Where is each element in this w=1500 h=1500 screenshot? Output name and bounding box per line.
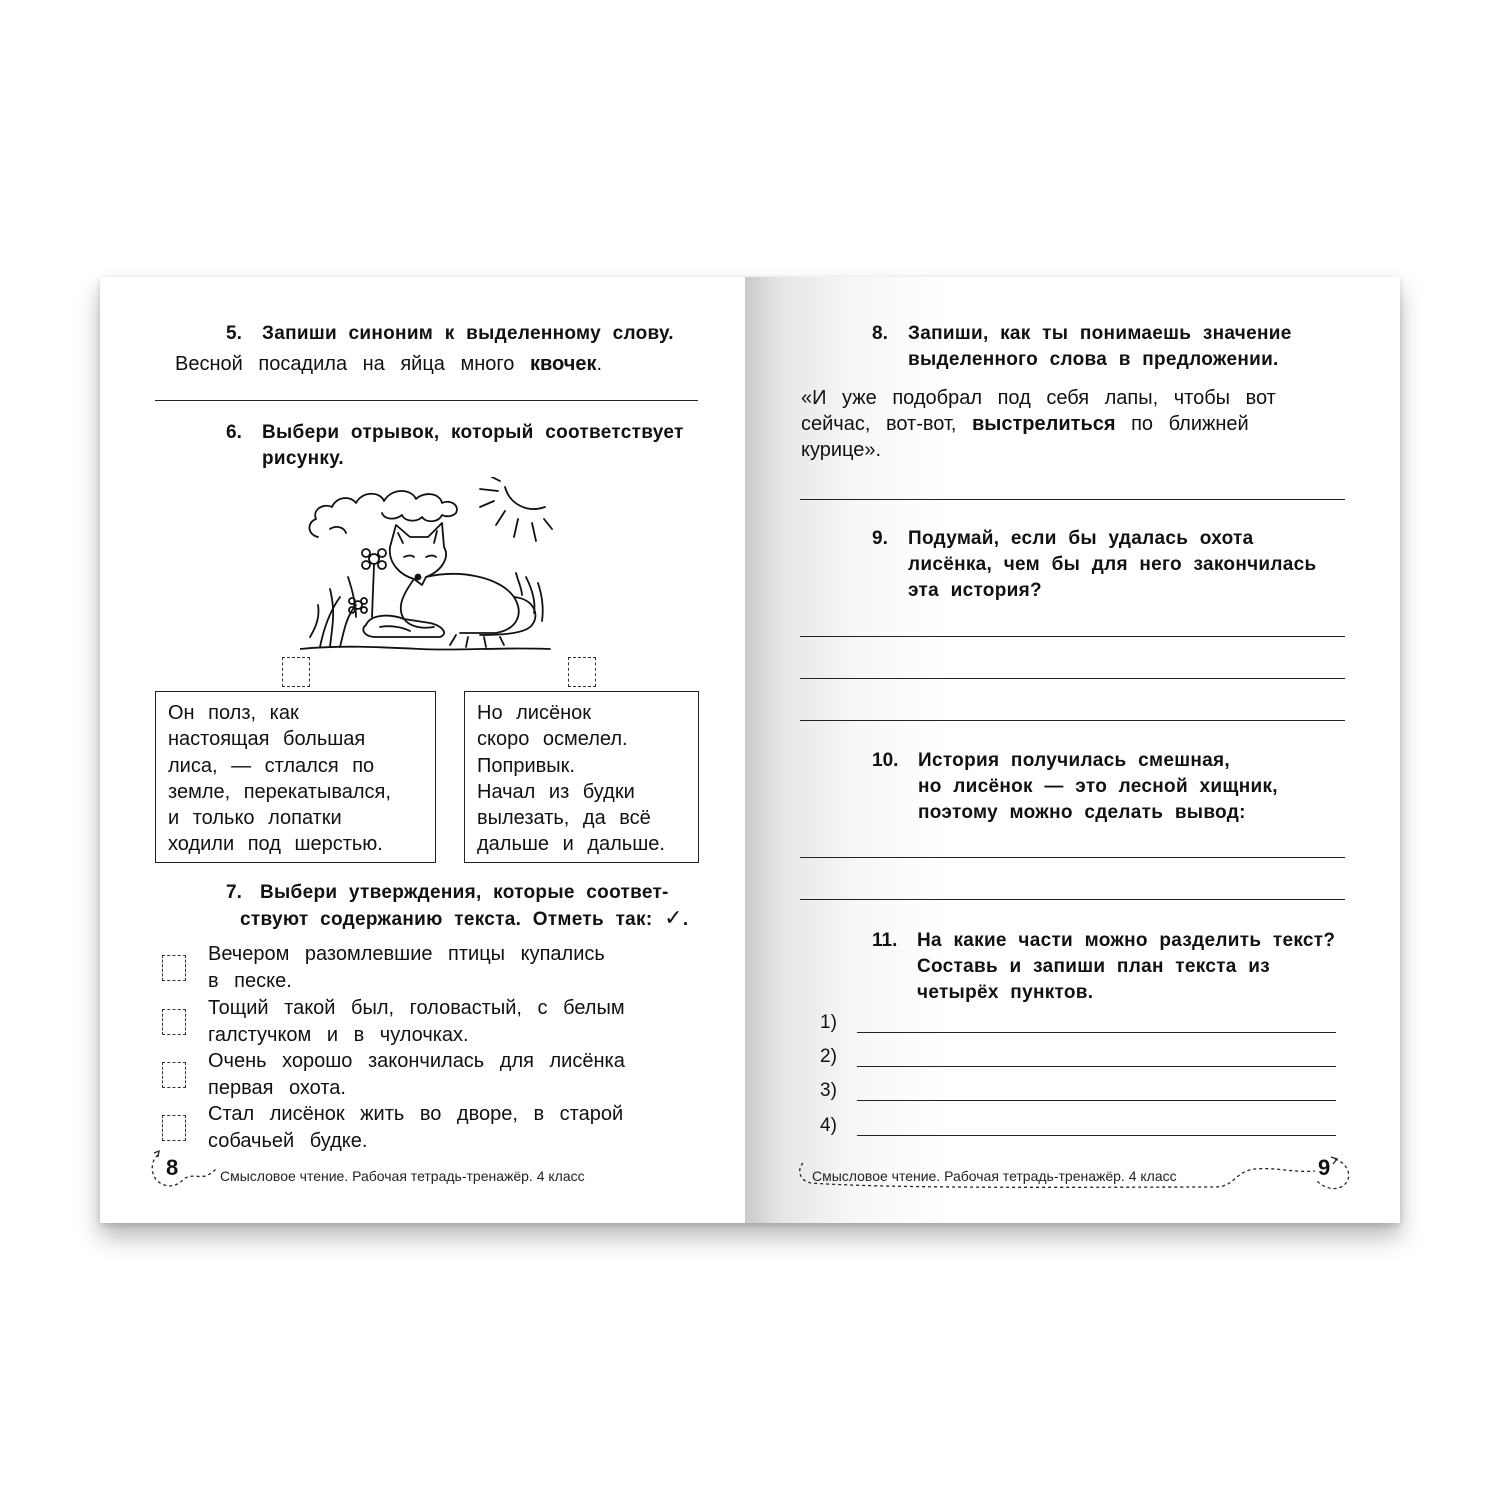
option-a-line: лиса, — стлался по xyxy=(168,754,375,777)
fox-illustration xyxy=(300,477,555,652)
task-9-instruction-line1: Подумай, если бы удалась охота xyxy=(908,528,1254,549)
left-page-number: 8 xyxy=(166,1155,179,1180)
option-b-line: Начал из будки xyxy=(477,780,635,803)
task-8-instruction-line2: выделенного слова в предложении. xyxy=(908,349,1279,370)
task-7-instruction-text: ствуют содержанию текста. Отметь так: xyxy=(240,909,653,930)
option-a-checkbox[interactable] xyxy=(282,657,310,687)
task-9-answer-line[interactable] xyxy=(800,678,1345,679)
task-9-number: 9. xyxy=(872,528,888,549)
task-9-instruction-line2: лисёнка, чем бы для него закончилась xyxy=(908,554,1317,575)
plan-item-4-label: 4) xyxy=(820,1115,837,1136)
right-page xyxy=(745,277,1400,1223)
task-9-answer-line[interactable] xyxy=(800,636,1345,637)
task-10-number: 10. xyxy=(872,750,899,771)
task-8-quote-line1: «И уже подобрал под себя лапы, чтобы вот xyxy=(801,387,1276,409)
plan-item-2-label: 2) xyxy=(820,1046,837,1067)
option-a-passage xyxy=(155,691,436,863)
statement-3-line2: первая охота. xyxy=(208,1077,346,1099)
option-a-line: земле, перекатывался, xyxy=(168,780,391,803)
task-10-instruction-line2: но лисёнок — это лесной хищник, xyxy=(918,776,1278,797)
statement-4-checkbox[interactable] xyxy=(162,1115,186,1141)
option-b-line: дальше и дальше. xyxy=(477,833,665,856)
task-5-sentence-text: Весной посадила на яйца много xyxy=(175,353,515,375)
task-9-answer-line[interactable] xyxy=(800,720,1345,721)
task-7-instruction-line1: Выбери утверждения, которые соответ- xyxy=(260,882,669,903)
plan-item-2-line[interactable] xyxy=(857,1066,1336,1067)
task-11-number: 11. xyxy=(872,930,898,951)
statement-1-checkbox[interactable] xyxy=(162,955,186,981)
task-5-number: 5. xyxy=(226,323,242,344)
task-11-instruction-line2: Составь и запиши план текста из xyxy=(917,956,1270,977)
left-footer-title: Смысловое чтение. Рабочая тетрадь-тренажёр. 4 класс xyxy=(220,1168,585,1184)
statement-4-line2: собачьей будке. xyxy=(208,1130,368,1152)
statement-2-line2: галстучком и в чулочках. xyxy=(208,1024,469,1046)
left-page xyxy=(100,277,745,1223)
task-6-instruction-line1: Выбери отрывок, который соответствует xyxy=(262,422,684,443)
option-b-passage xyxy=(464,691,699,863)
statement-2-line1: Тощий такой был, головастый, с белым xyxy=(208,997,625,1019)
option-b-line: Попривык. xyxy=(477,754,575,777)
task-5-answer-line[interactable] xyxy=(155,400,698,401)
check-mark-icon: ✓ xyxy=(664,906,683,931)
statement-1-line2: в песке. xyxy=(208,970,292,992)
task-5-highlighted-word: квочек xyxy=(529,353,597,375)
task-7-number: 7. xyxy=(226,882,242,903)
option-b-checkbox[interactable] xyxy=(568,657,596,687)
task-5-sentence xyxy=(175,351,602,377)
task-5-sentence-end: . xyxy=(596,353,603,375)
option-a-line: и только лопатки xyxy=(168,807,342,830)
option-b-line: вылезать, да всё xyxy=(477,807,651,830)
statement-3-checkbox[interactable] xyxy=(162,1062,186,1088)
statement-4-line1: Стал лисёнок жить во дворе, в старой xyxy=(208,1103,624,1125)
plan-item-3-line[interactable] xyxy=(857,1100,1336,1101)
plan-item-1-line[interactable] xyxy=(857,1032,1336,1033)
workbook-spread xyxy=(100,277,1400,1223)
plan-item-1-label: 1) xyxy=(820,1012,837,1033)
task-8-number: 8. xyxy=(872,323,888,344)
task-6-number: 6. xyxy=(226,422,242,443)
task-5-instruction: Запиши синоним к выделенному слову. xyxy=(262,323,674,344)
task-7-period: . xyxy=(682,909,689,930)
task-11-instruction-line3: четырёх пунктов. xyxy=(917,982,1094,1003)
task-6-instruction-line2: рисунку. xyxy=(262,448,344,469)
statement-3-line1: Очень хорошо закончилась для лисёнка xyxy=(208,1050,625,1072)
option-b-line: Но лисёнок xyxy=(477,702,592,724)
plan-item-3-label: 3) xyxy=(820,1080,837,1101)
footer-ornament-left xyxy=(148,1149,218,1191)
option-a-line: ходили под шерстью. xyxy=(168,833,383,856)
task-8-quote-text-end: по ближней xyxy=(1131,413,1249,435)
task-10-answer-line[interactable] xyxy=(800,857,1345,858)
task-10-instruction-line1: История получилась смешная, xyxy=(918,750,1230,771)
task-8-quote-line3: курице». xyxy=(801,439,882,461)
option-b-line: скоро осмелел. xyxy=(477,728,628,751)
right-footer-title: Смысловое чтение. Рабочая тетрадь-тренажёр. 4 класс xyxy=(812,1168,1177,1184)
task-8-quote-line2 xyxy=(801,411,1249,437)
task-8-instruction-line1: Запиши, как ты понимаешь значение xyxy=(908,323,1292,344)
option-a-line: настоящая большая xyxy=(168,728,366,751)
task-11-instruction-line1: На какие части можно разделить текст? xyxy=(917,930,1336,951)
task-8-answer-line[interactable] xyxy=(800,499,1345,500)
task-10-answer-line[interactable] xyxy=(800,899,1345,900)
task-7-instruction-line2 xyxy=(240,906,688,933)
plan-item-4-line[interactable] xyxy=(857,1135,1336,1136)
task-8-quote-text: сейчас, вот-вот, xyxy=(801,413,957,435)
task-10-instruction-line3: поэтому можно сделать вывод: xyxy=(918,802,1246,823)
statement-1-line1: Вечером разомлевшие птицы купались xyxy=(208,943,605,965)
statement-2-checkbox[interactable] xyxy=(162,1009,186,1035)
right-page-number: 9 xyxy=(1318,1155,1331,1180)
task-9-instruction-line3: эта история? xyxy=(908,580,1042,601)
option-a-line: Он полз, как xyxy=(168,702,299,724)
task-8-highlighted-word: выстрелиться xyxy=(972,413,1116,435)
